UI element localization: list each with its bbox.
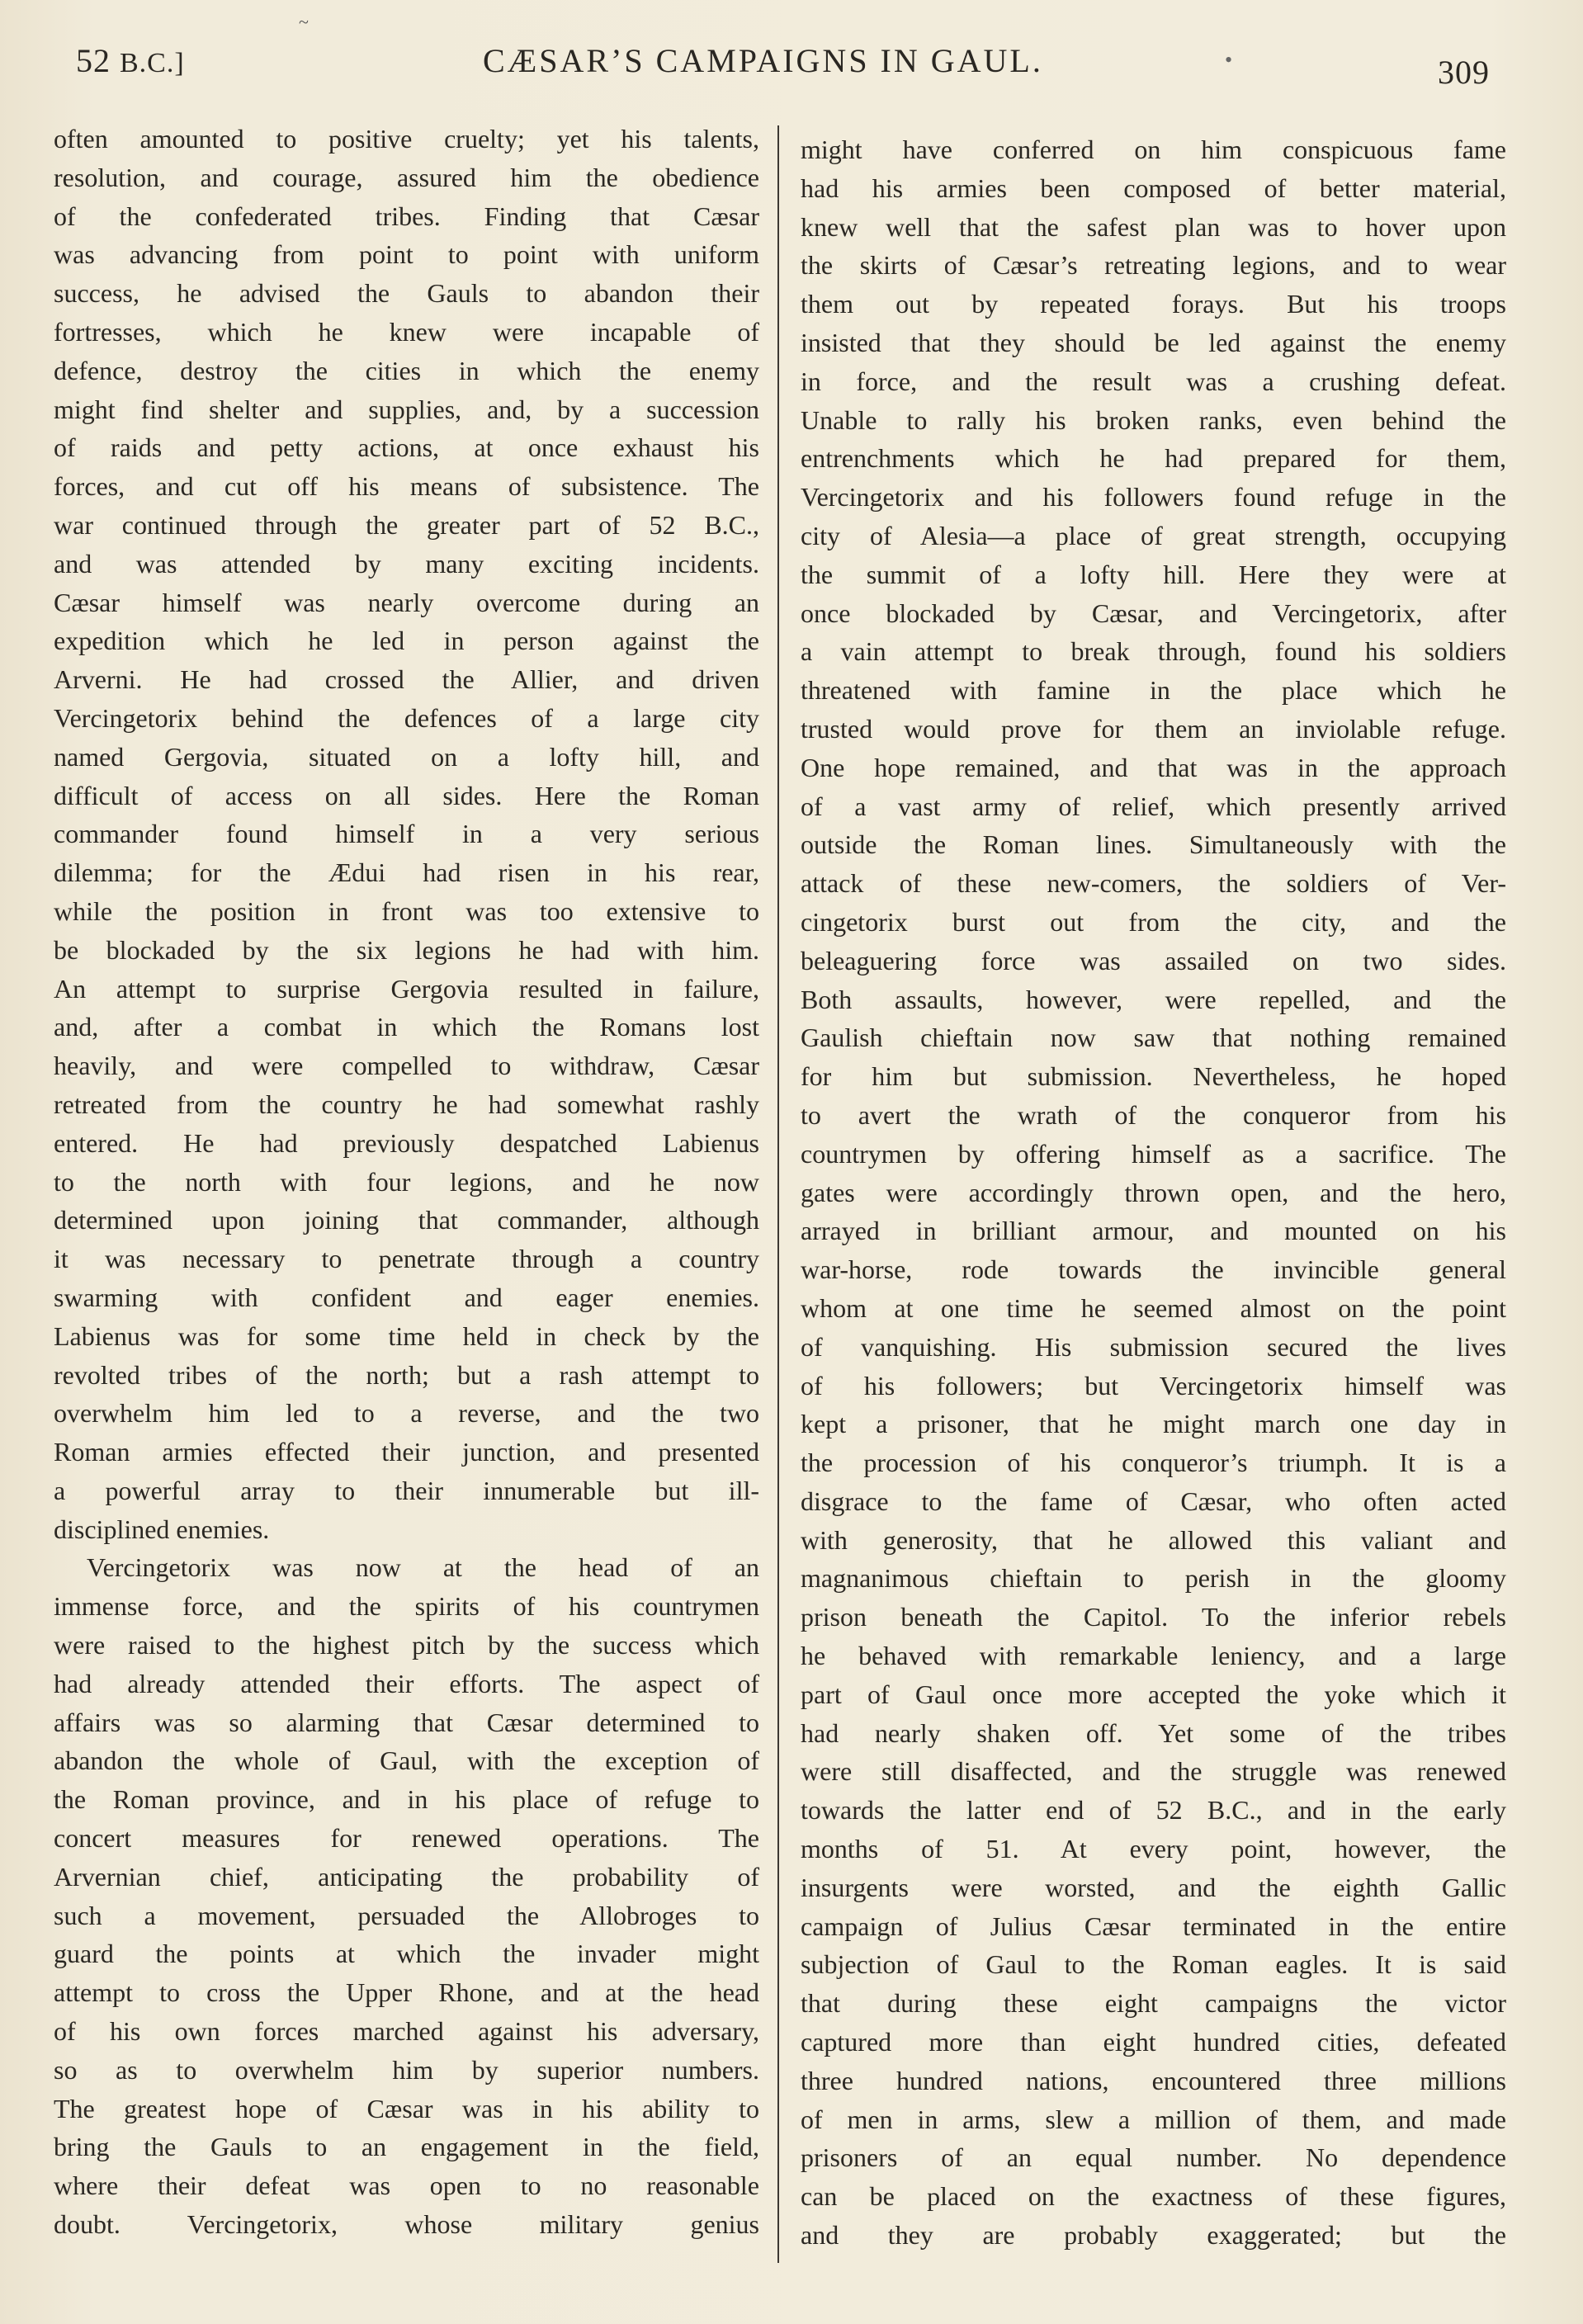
- text-line: of his followers; but Vercingetorix himself was: [801, 1370, 1506, 1401]
- text-line: concert measures for renewed operations. The: [54, 1823, 759, 1854]
- text-line: had nearly shaken off. Yet some of the tribes: [801, 1717, 1506, 1748]
- text-line: captured more than eight hundred cities, defeated: [801, 2027, 1506, 2057]
- text-line: The greatest hope of Cæsar was in his ability to: [54, 2093, 759, 2123]
- text-line: An attempt to surprise Gergovia resulted in failure,: [54, 973, 759, 1004]
- text-line: difficult of access on all sides. Here the Roman: [54, 780, 759, 810]
- running-head-title: CÆSAR’S CAMPAIGNS IN GAUL.: [483, 42, 1043, 79]
- header-dot: •: [1225, 48, 1233, 72]
- text-line: towards the latter end of 52 B.C., and in the early: [801, 1795, 1506, 1826]
- text-line: with generosity, that he allowed this valiant and: [801, 1524, 1506, 1555]
- text-line: Arvernian chief, anticipating the probability of: [54, 1861, 759, 1892]
- right-column: [801, 130, 1506, 2255]
- text-line: a powerful array to their innumerable but ill-: [54, 1475, 759, 1505]
- text-line: was advancing from point to point with uniform: [54, 239, 759, 270]
- text-line: revolted tribes of the north; but a rash attempt to: [54, 1359, 759, 1390]
- running-head-era: B.C.]: [120, 48, 185, 78]
- text-line: subjection of Gaul to the Roman eagles. It is said: [801, 1949, 1506, 1980]
- text-line: where their defeat was open to no reasonable: [54, 2170, 759, 2201]
- text-line: Vercingetorix behind the defences of a large city: [54, 702, 759, 733]
- text-line: success, he advised the Gauls to abandon their: [54, 278, 759, 309]
- text-line: Labienus was for some time held in check by the: [54, 1320, 759, 1351]
- text-line: were raised to the highest pitch by the success which: [54, 1630, 759, 1660]
- running-head-year: 52: [76, 42, 111, 79]
- text-line: beleaguering force was assailed on two sides.: [801, 945, 1506, 975]
- paragraph: [801, 130, 1506, 2255]
- text-line: might have conferred on him conspicuous fame: [801, 135, 1506, 164]
- text-line: that during these eight campaigns the victor: [801, 1988, 1506, 2019]
- left-column: [54, 120, 759, 2244]
- text-line: commander found himself in a very serious: [54, 819, 759, 849]
- text-line: of his own forces marched against his adversary,: [54, 2016, 759, 2047]
- text-line: Cæsar himself was nearly overcome during an: [54, 587, 759, 617]
- text-line: often amounted to positive cruelty; yet his talents,: [54, 124, 759, 154]
- text-line: doubt. Vercingetorix, whose military genius: [54, 2209, 759, 2240]
- page-number: 309: [1438, 54, 1490, 91]
- text-line: outside the Roman lines. Simultaneously with the: [801, 829, 1506, 860]
- text-line: war continued through the greater part of 52 B.C.,: [54, 509, 759, 540]
- text-line: to avert the wrath of the conqueror from his: [801, 1099, 1506, 1130]
- text-line: three hundred nations, encountered three millions: [801, 2065, 1506, 2095]
- text-line: had his armies been composed of better material,: [801, 172, 1506, 203]
- text-line: the procession of his conqueror’s triumph. It is a: [801, 1448, 1506, 1478]
- text-line: in force, and the result was a crushing defeat.: [801, 366, 1506, 396]
- text-line: Both assaults, however, were repelled, and the: [801, 984, 1506, 1014]
- text-line: dilemma; for the Ædui had risen in his rear,: [54, 857, 759, 888]
- text-line: of a vast army of relief, which presently arrived: [801, 791, 1506, 821]
- text-line: to the north with four legions, and he now: [54, 1166, 759, 1197]
- text-line: prison beneath the Capitol. To the inferior rebels: [801, 1602, 1506, 1632]
- text-line: insurgents were worsted, and the eighth Gallic: [801, 1872, 1506, 1902]
- text-line: trusted would prove for them an inviolable refuge.: [801, 713, 1506, 744]
- text-line: and was attended by many exciting incidents.: [54, 548, 759, 579]
- text-line: city of Alesia—a place of great strength, occupying: [801, 520, 1506, 550]
- text-line: war-horse, rode towards the invincible general: [801, 1254, 1506, 1285]
- text-line: fortresses, which he knew were incapable of: [54, 316, 759, 347]
- text-line: retreated from the country he had somewhat rashly: [54, 1089, 759, 1119]
- text-line: campaign of Julius Cæsar terminated in the entire: [801, 1911, 1506, 1941]
- text-line: countrymen by offering himself as a sacrifice. The: [801, 1138, 1506, 1169]
- text-line: threatened with famine in the place which he: [801, 675, 1506, 706]
- text-line: overwhelm him led to a reverse, and the two: [54, 1398, 759, 1429]
- text-line: heavily, and were compelled to withdraw, Cæsar: [54, 1051, 759, 1081]
- text-line: while the position in front was too extensive to: [54, 895, 759, 926]
- text-line: and they are probably exaggerated; but the: [801, 2220, 1506, 2251]
- text-line: might find shelter and supplies, and, by a succession: [54, 394, 759, 424]
- text-line: cingetorix burst out from the city, and the: [801, 906, 1506, 937]
- column-divider: [777, 125, 779, 2263]
- text-line: can be placed on the exactness of these figures,: [801, 2181, 1506, 2212]
- running-head-date: [76, 41, 185, 80]
- text-line: swarming with confident and eager enemies.: [54, 1282, 759, 1312]
- text-line: Roman armies effected their junction, and presented: [54, 1437, 759, 1467]
- text-line: of men in arms, slew a million of them, and made: [801, 2104, 1506, 2134]
- paragraph: [54, 120, 759, 1548]
- text-line: be blockaded by the six legions he had with him.: [54, 934, 759, 965]
- text-line: whom at one time he seemed almost on the point: [801, 1292, 1506, 1323]
- text-line: months of 51. At every point, however, the: [801, 1834, 1506, 1864]
- text-line: kept a prisoner, that he might march one day in: [801, 1409, 1506, 1439]
- text-line: Gaulish chieftain now saw that nothing remained: [801, 1023, 1506, 1053]
- text-line: insisted that they should be led against the enemy: [801, 327, 1506, 357]
- text-line: disciplined enemies.: [54, 1514, 270, 1544]
- text-line: abandon the whole of Gaul, with the exception of: [54, 1745, 759, 1776]
- text-line: knew well that the safest plan was to hover upon: [801, 211, 1506, 242]
- text-line: attempt to cross the Upper Rhone, and at the head: [54, 1977, 759, 2008]
- text-line: entrenchments which he had prepared for them,: [801, 443, 1506, 474]
- text-line: for him but submission. Nevertheless, he hoped: [801, 1061, 1506, 1092]
- text-line: Unable to rally his broken ranks, even behind the: [801, 404, 1506, 435]
- text-line: part of Gaul once more accepted the yoke which it: [801, 1679, 1506, 1709]
- text-line: it was necessary to penetrate through a country: [54, 1244, 759, 1274]
- text-line: Arverni. He had crossed the Allier, and driven: [54, 664, 759, 695]
- text-line: magnanimous chieftain to perish in the gloomy: [801, 1563, 1506, 1594]
- text-line: resolution, and courage, assured him the obedience: [54, 162, 759, 192]
- text-line: arrayed in brilliant armour, and mounted on his: [801, 1216, 1506, 1246]
- text-line: the skirts of Cæsar’s retreating legions, and to wear: [801, 250, 1506, 281]
- text-line: entered. He had previously despatched Labienus: [54, 1127, 759, 1158]
- text-line: a vain attempt to break through, found his soldiers: [801, 636, 1506, 667]
- text-line: of vanquishing. His submission secured the lives: [801, 1331, 1506, 1362]
- text-line: Vercingetorix and his followers found refuge in the: [801, 482, 1506, 513]
- text-line: bring the Gauls to an engagement in the field,: [54, 2132, 759, 2162]
- text-line: One hope remained, and that was in the approach: [801, 752, 1506, 782]
- text-line: immense force, and the spirits of his countrymen: [54, 1591, 759, 1622]
- text-line: he behaved with remarkable leniency, and a large: [801, 1641, 1506, 1671]
- text-line: disgrace to the fame of Cæsar, who often acted: [801, 1486, 1506, 1516]
- text-line: so as to overwhelm him by superior numbers.: [54, 2054, 759, 2085]
- text-line: Vercingetorix was now at the head of an: [87, 1552, 759, 1583]
- header-flourish: ~: [299, 12, 309, 32]
- text-line: the Roman province, and in his place of refuge to: [54, 1784, 759, 1815]
- text-line: once blockaded by Cæsar, and Vercingetorix, after: [801, 598, 1506, 628]
- text-line: prisoners of an equal number. No dependence: [801, 2142, 1506, 2173]
- text-line: of the confederated tribes. Finding that Cæsar: [54, 201, 759, 231]
- text-line: were still disaffected, and the struggle was renewed: [801, 1756, 1506, 1787]
- text-line: named Gergovia, situated on a lofty hill, and: [54, 741, 759, 772]
- text-line: the summit of a lofty hill. Here they were at: [801, 559, 1506, 589]
- text-line: guard the points at which the invader might: [54, 1939, 759, 1969]
- text-line: forces, and cut off his means of subsistence. The: [54, 471, 759, 502]
- text-line: attack of these new-comers, the soldiers of Ver-: [801, 868, 1506, 899]
- text-line: had already attended their efforts. The aspect of: [54, 1668, 759, 1698]
- text-line: expedition which he led in person against the: [54, 626, 759, 656]
- text-line: defence, destroy the cities in which the enemy: [54, 355, 759, 385]
- paragraph: [54, 1548, 759, 2243]
- text-line: and, after a combat in which the Romans lost: [54, 1012, 759, 1042]
- text-line: them out by repeated forays. But his troops: [801, 289, 1506, 319]
- text-line: such a movement, persuaded the Allobroges to: [54, 1900, 759, 1930]
- text-line: of raids and petty actions, at once exhaust his: [54, 432, 759, 463]
- text-line: affairs was so alarming that Cæsar determined to: [54, 1707, 759, 1737]
- text-line: determined upon joining that commander, although: [54, 1205, 759, 1235]
- text-line: gates were accordingly thrown open, and the hero,: [801, 1177, 1506, 1207]
